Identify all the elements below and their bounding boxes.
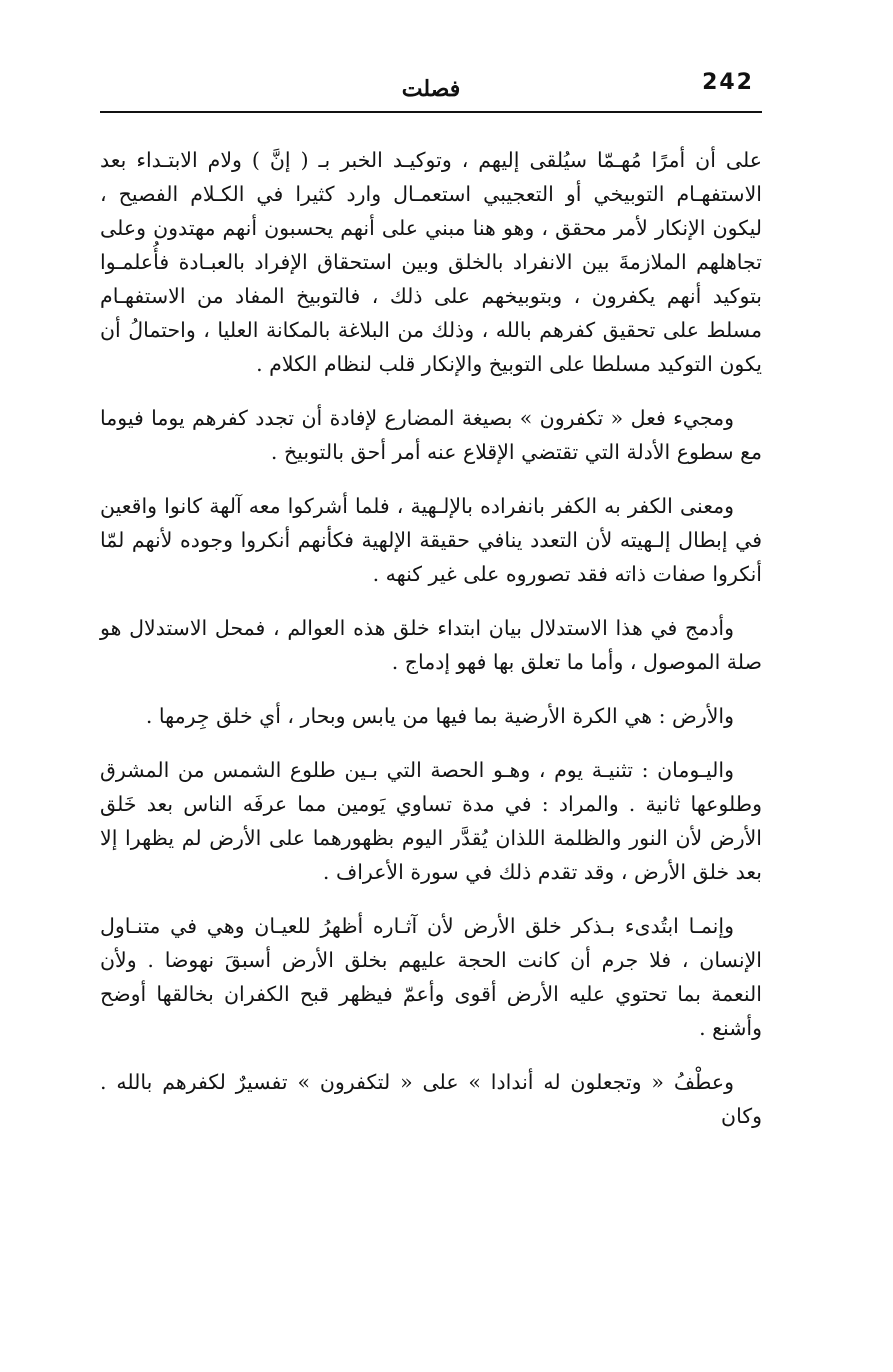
page-number: 242 xyxy=(702,70,754,95)
paragraph-4: وأدمج في هذا الاستدلال بيان ابتداء خلق هذه العوالم ، فمحل الاستدلال هو صلة الموصول ، وأما ما تعلق بها فهو إدماج . xyxy=(100,616,762,674)
running-title: فصلت xyxy=(401,76,461,102)
paragraph-1: على أن أمرًا مُهـمّا سيُلقى إليهم ، وتوكيـد الخبر بـ ( إنَّ ) ولام الابتـداء بعد الاستفهـام التوبيخي أو التعجيبي استعمـال وارد كثيرا في الكـلام الفصيح ، ليكون الإنكار لأمر محقق ، وهو هنا مبني على أنهم يحسبون أنهم مهتدون وعلى تجاهلهم الملازمةَ بين الانفراد بالخلق وبين استحقاق الإفراد بالعبـادة فأُعلمـوا بتوكيد أنهم يكفرون ، وبتوبيخهم على ذلك ، فالتوبيخ المفاد من الاستفهـام مسلط على تحقيق كفرهم بالله ، وذلك من البلاغة بالمكانة العليا ، واحتمالُ أن يكون التوكيد مسلطا على التوبيخ والإنكار قلب لنظام الكلام . xyxy=(100,148,762,376)
paragraph-7: وإنمـا ابتُدىء بـذكر خلق الأرض لأن آثـاره أظهرُ للعيـان وهي في متنـاول الإنسان ، فلا جرم أن كانت الحجة عليهم بخلق الأرض أسبقَ نهوضا . ولأن النعمة بما تحتوي عليه الأرض أقوى وأعمّ فيظهر قبح الكفران بخالقها أوضح وأشنع . xyxy=(100,914,762,1040)
paragraph-3: ومعنى الكفر به الكفر بانفراده بالإلـهية ، فلما أشركوا معه آلهة كانوا واقعين في إبطال إلـهيته لأن التعدد ينافي حقيقة الإلهية فكأنهم أنكروا وجوده لأنهم لمّا أنكروا صفات ذاته فقد تصوروه على غير كنهه . xyxy=(100,494,762,586)
paragraph-2: ومجيء فعل « تكفرون » بصيغة المضارع لإفادة أن تجدد كفرهم يوما فيوما مع سطوع الأدلة التي تقتضي الإقلاع عنه أمر أحق بالتوبيخ . xyxy=(100,406,762,464)
page-body xyxy=(100,143,762,1153)
page-header xyxy=(100,66,762,110)
header-divider xyxy=(100,111,762,113)
paragraph-8: وعطْفُ « وتجعلون له أندادا » على « لتكفرون » تفسيرٌ لكفرهم بالله . وكان xyxy=(100,1070,762,1128)
paragraph-6: واليـومان : تثنيـة يوم ، وهـو الحصة التي بـين طلوع الشمس من المشرق وطلوعها ثانية . والمراد : في مدة تساوي يَومين مما عرفَه الناس بعد خَلق الأرض لأن النور والظلمة اللذان يُقدَّر اليوم بظهورهما على الأرض لم يظهرا إلا بعد خلق الأرض ، وقد تقدم ذلك في سورة الأعراف . xyxy=(100,758,762,884)
paragraph-5: والأرض : هي الكرة الأرضية بما فيها من يابس وبحار ، أي خلق جِرمها . xyxy=(145,704,734,728)
